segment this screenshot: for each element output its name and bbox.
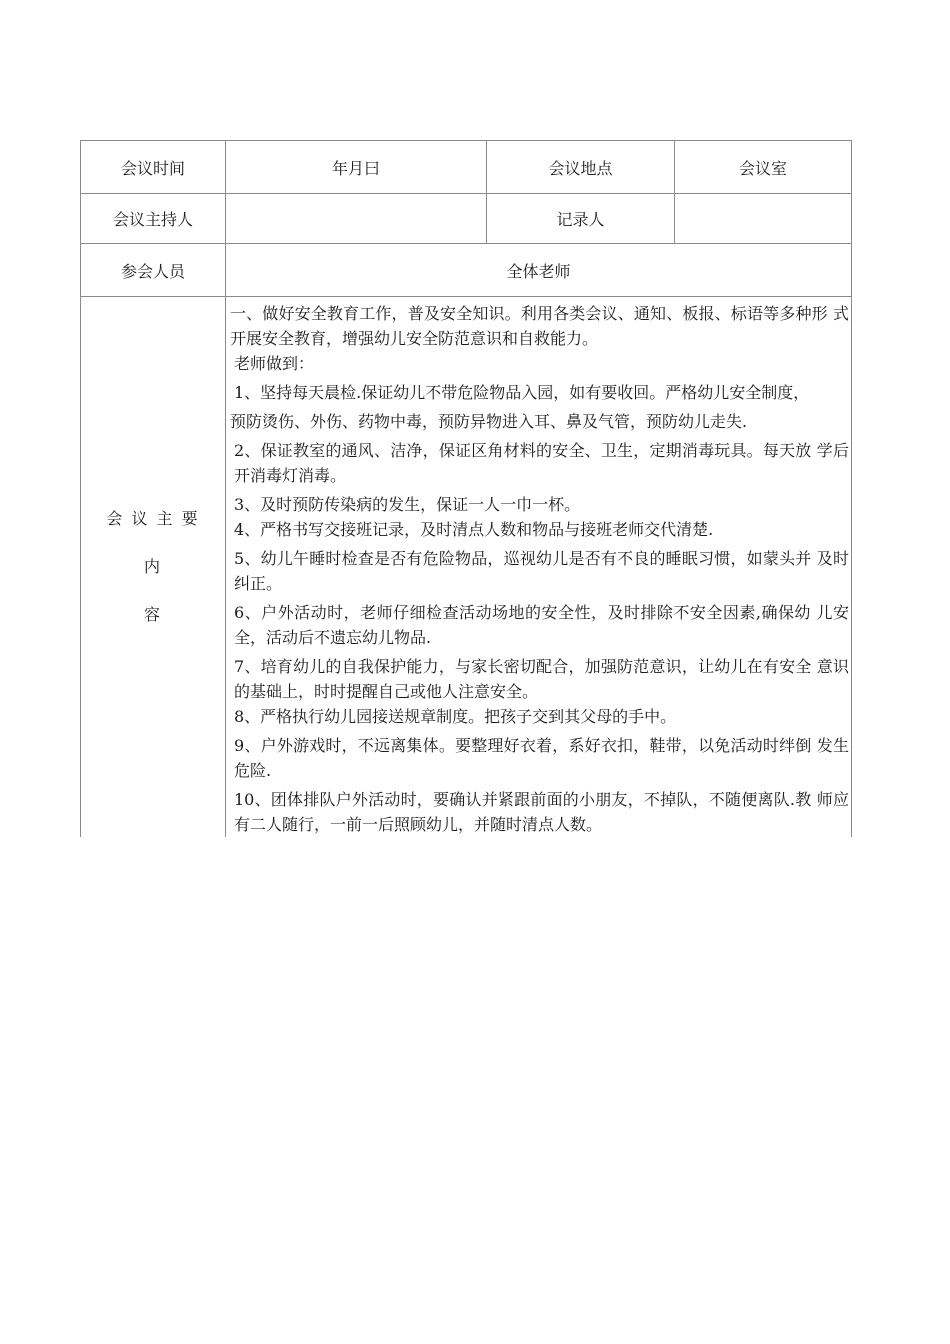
content-paragraph: 1、坚持每天晨检.保证幼儿不带危险物品入园，如有要收回。严格幼儿安全制度， [234,383,810,402]
content-paragraph: 老师做到： [234,354,315,373]
main-content-label-line3: 容 [143,605,162,624]
main-content-label-line1: 会 议 主 要 [106,509,200,528]
recorder-label: 记录人 [487,194,675,244]
attendees-label: 参会人员 [81,244,226,297]
content-paragraph: 一、做好安全教育工作，普及安全知识。利用各类会议、通知、板报、标语等多种形 式开展安全教育，增强幼儿安全防范意识和自救能力。 [230,304,849,348]
meeting-time-row [81,141,852,194]
attendees-row [81,244,852,297]
attendees-value: 全体老师 [226,244,852,297]
meeting-record-table [80,140,852,837]
content-paragraph: 预防烫伤、外伤、药物中毒，预防异物进入耳、鼻及气管，预防幼儿走失. [230,412,748,431]
content-paragraph: 10、团体排队户外活动时，要确认并紧跟前面的小朋友，不掉队，不随便离队.教 师应有二人随行，一前一后照顾幼儿，并随时清点人数。 [234,790,849,834]
meeting-time-value: 年月曰 [226,141,487,194]
recorder-value [675,194,852,244]
content-paragraph: 7、培育幼儿的自我保护能力，与家长密切配合，加强防范意识，让幼儿在有安全 意识的基础上，时时提醒自己或他人注意安全。 [234,657,849,701]
meeting-place-label: 会议地点 [487,141,675,194]
host-value [226,194,487,244]
content-paragraph: 5、幼儿午睡时检查是否有危险物品，巡视幼儿是否有不良的睡眠习惯，如蒙头并 及时纠正。 [234,549,849,593]
meeting-place-value: 会议室 [675,141,852,194]
content-paragraph: 6、户外活动时，老师仔细检查活动场地的安全性，及时排除不安全因素,确保幼 儿安全，活动后不遗忘幼儿物品. [234,603,849,647]
content-paragraph: 8、严格执行幼儿园接送规章制度。把孩子交到其父母的手中。 [234,707,677,726]
main-content-body [226,297,852,838]
main-content-label-line2: 内 [143,557,162,576]
host-label: 会议主持人 [81,194,226,244]
meeting-time-label: 会议时间 [81,141,226,194]
main-content-row [81,297,852,838]
main-content-label [81,297,226,838]
content-paragraph: 3、及时预防传染病的发生，保证一人一巾一杯。 [234,495,581,514]
content-paragraph: 9、户外游戏时，不远离集体。要整理好衣着，系好衣扣，鞋带，以免活动时绊倒 发生危险. [234,736,849,780]
host-row [81,194,852,244]
content-paragraph: 4、严格书写交接班记录，及时清点人数和物品与接班老师交代清楚. [234,520,714,539]
content-paragraph: 2、保证教室的通风、洁净，保证区角材料的安全、卫生，定期消毒玩具。每天放 学后开消毒灯消毒。 [234,441,849,485]
